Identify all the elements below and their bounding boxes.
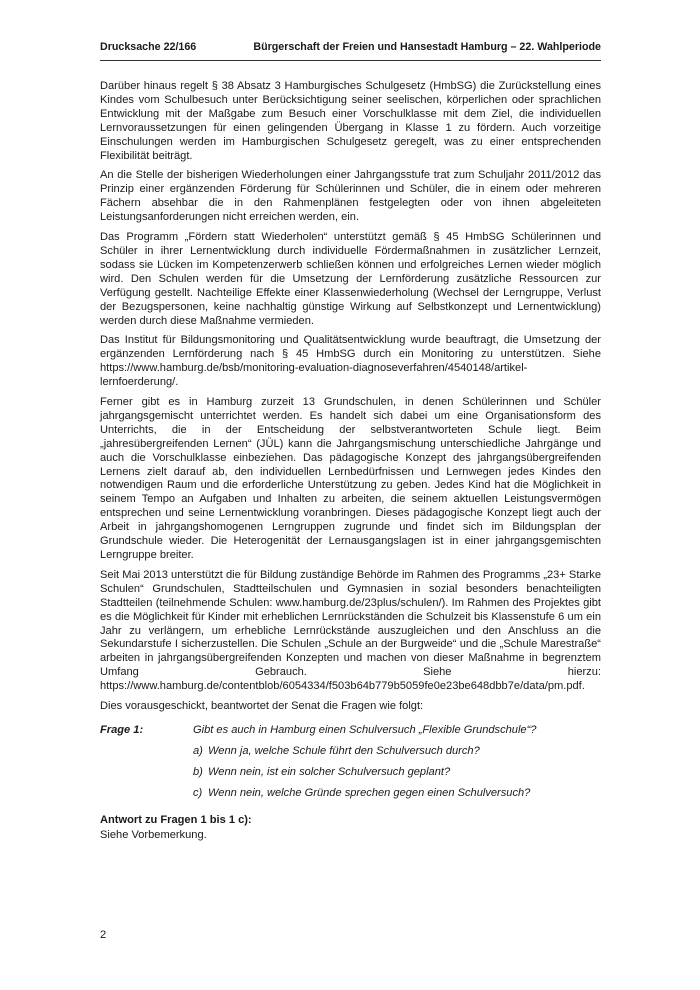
sub-question <box>193 745 601 759</box>
document-body <box>100 80 601 841</box>
header-divider <box>100 60 601 61</box>
sub-question-list <box>193 745 601 801</box>
page-header <box>100 41 601 53</box>
paragraph: Das Programm „Fördern statt Wiederholen“ unterstützt gemäß § 45 HmbSG Schülerinnen und Schüler in ihrer Lernentwicklung durch individuelle Fördermaßnahmen in zusätzlicher Lernzeit, sodass sie Lücken im Kompetenzerwerb schließen können und erfolgreiches Lernen wieder möglich wird. Den Schulen werden für die Umsetzung der Lernförderung zusätzliche Ressourcen zur Verfügung gestellt. Nachteilige Effekte einer Klassenwiederholung (Wechsel der Lerngruppe, Verlust der Bezugspersonen, keine nachhaltig günstige Wirkung auf Selbstkonzept und Lernentwicklung) werden durch diese Maßnahme vermieden. <box>100 231 601 327</box>
answer-text: Siehe Vorbemerkung. <box>100 828 207 841</box>
sub-question-letter: b) <box>193 765 203 778</box>
sub-question-text: Wenn nein, ist ein solcher Schulversuch geplant? <box>208 765 451 778</box>
sub-question <box>193 766 601 780</box>
question-body <box>193 724 601 808</box>
sub-question-letter: c) <box>193 786 203 799</box>
question-label: Frage 1: <box>100 723 144 736</box>
paragraph: Dies vorausgeschickt, beantwortet der Senat die Fragen wie folgt: <box>100 700 424 713</box>
paragraph: Das Institut für Bildungsmonitoring und Qualitätsentwicklung wurde beauftragt, die Umsetzung der ergänzenden Lernförderung nach § 45 HmbSG durch ein Monitoring zu unterstützen. Siehe https://www.hamburg.de/bsb/monitoring-evaluation-diagnoseverfahren/4540148/artikel-lernfoerderung/. <box>100 334 601 389</box>
question-text: Gibt es auch in Hamburg einen Schulversuch „Flexible Grundschule“? <box>193 723 537 736</box>
sub-question-text: Wenn nein, welche Gründe sprechen gegen einen Schulversuch? <box>208 786 531 799</box>
paragraph: An die Stelle der bisherigen Wiederholungen einer Jahrgangsstufe trat zum Schuljahr 2011/2012 das Prinzip einer ergänzenden Förderung für Schülerinnen und Schüler, die in einem oder mehreren Fächern absehbar die in den Rahmenplänen festgelegten oder von ihnen abgeleiteten Leistungsanforderungen nicht erreichen werden, ein. <box>100 169 601 224</box>
answer-heading: Antwort zu Fragen 1 bis 1 c): <box>100 813 252 826</box>
paragraph: Seit Mai 2013 unterstützt die für Bildung zuständige Behörde im Rahmen des Programms „23+ Starke Schulen“ Grundschulen, Stadtteilschulen und Gymnasien in sozial besonders benachteiligten Stadtteilen (teilnehmende Schulen: www.hamburg.de/23plus/schulen/). Im Rahmen des Projektes gibt es die Möglichkeit für Kinder mit erheblichen Lernrückständen die Schulzeit bis Klassenstufe 6 um ein Jahr zu verlängern, um erhebliche Lernrückstände auszugleichen und den Anschluss an die Sekundarstufe I sicherzustellen. Die Schulen „Schule an der Burgweide“ und die „Schule Marestraße“ arbeiten in jahrgangsübergreifenden Konzepten und machen von dieser Maßnahme in begrenztem Umfang Gebrauch. Siehe hierzu: https://www.hamburg.de/contentblob/6054334/f503b64b779b5059fe0e23be648dbb7e/data/pm.pdf. <box>100 568 601 693</box>
paragraph: Darüber hinaus regelt § 38 Absatz 3 Hamburgisches Schulgesetz (HmbSG) die Zurückstellung eines Kindes vom Schulbesuch unter Berücksichtigung seiner seelischen, körperlichen oder sprachlichen Entwicklung mit der Maßgabe zum Besuch einer Vorschulklasse mit dem Ziel, die individuellen Lernvoraussetzungen für einen gelingenden Übergang in Klasse 1 zu fördern. Auch vorzeitige Einschulungen werden im Hamburgischen Schulgesetz geregelt, was zu einer entsprechenden Flexibilität beiträgt. <box>100 80 601 162</box>
parliament-title: Bürgerschaft der Freien und Hansestadt Hamburg – 22. Wahlperiode <box>253 41 601 53</box>
page-number: 2 <box>100 929 107 941</box>
paragraph: Ferner gibt es in Hamburg zurzeit 13 Grundschulen, in denen Schülerinnen und Schüler jahrgangsgemischt unterrichtet werden. Es handelt sich dabei um eine Organisationsform des Unterrichts, die in der Entscheidung der selbstverantworteten Schule liegt. Beim „jahresübergreifenden Lernen“ (JÜL) kann die Jahrgangsmischung unterschiedliche Jahrgänge und auch die Vorschulklasse einbeziehen. Das pädagogische Konzept des jahrgangsübergreifenden Lernens zielt darauf ab, den individuellen Lernbedürfnissen und Lernwegen jedes Kindes den notwendigen Raum und die erforderliche Unterstützung zu geben. Jedes Kind hat die Möglichkeit in seinem Tempo an Aufgaben und Inhalten zu arbeiten, die seinem aktuellen Leistungsvermögen entsprechen und seine Lernentwicklung voranbringen. Dieses pädagogische Konzept liegt auch der Arbeit in jahrgangshomogenen Lerngruppen zugrunde und findet sich im Bildungsplan der Grundschule wieder. Die Heterogenität der Lernausgangslagen ist in einer jahrgangsgemischten Lerngruppe breiter. <box>100 396 601 561</box>
sub-question-text: Wenn ja, welche Schule führt den Schulversuch durch? <box>208 744 480 757</box>
document-number: Drucksache 22/166 <box>100 41 197 53</box>
sub-question-letter: a) <box>193 744 203 757</box>
question-block <box>100 724 601 808</box>
sub-question <box>193 787 601 801</box>
